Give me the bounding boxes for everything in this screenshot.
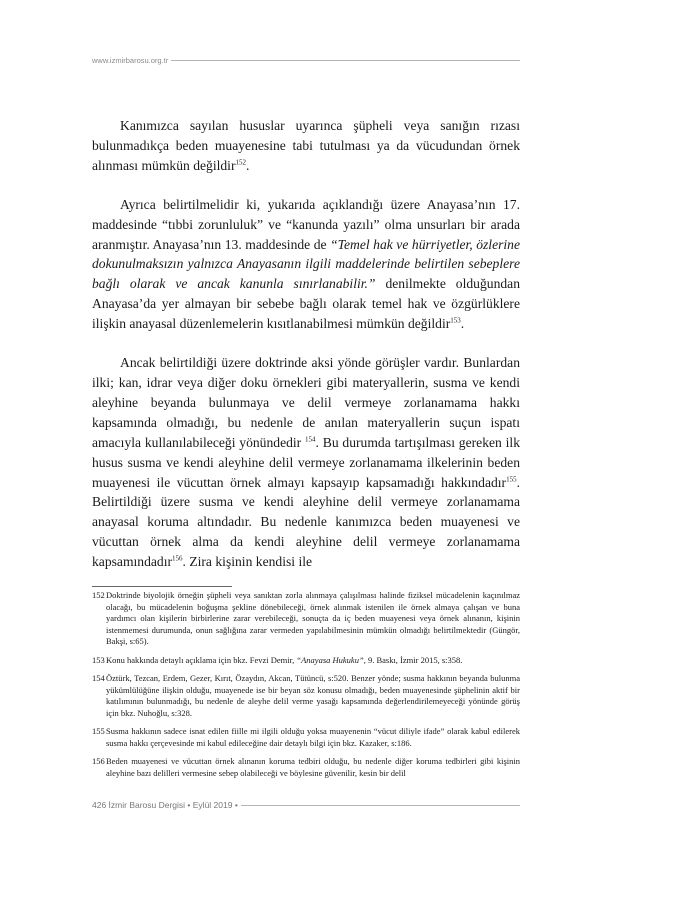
footnote-number: 156: [92, 756, 105, 766]
paragraph-1: Kanımızca sayılan hususlar uyarınca şüpheli veya sanığın rızası bulunmadıkça beden muayenesine tabi tutulması ya da vücudundan örnek alınması mümkün değildir$^{152}$.: [92, 118, 520, 173]
footnote-152: [92, 590, 520, 648]
footnote-number: 152: [92, 590, 105, 600]
footnote-text: Beden muayenesi ve vücuttan örnek alınanın koruma tedbiri olduğu, bu nedenle diğer koruma tedbirleri gibi kişinin aleyhine bazı delilleri vermesine sebep olabileceği ve böylesine güvenilir, kesin bir delil: [106, 756, 520, 778]
paragraph-2: Ayrıca belirtilmelidir ki, yukarıda açıklandığı üzere Anayasa’nın 17. maddesinde “tıbbi zorunluluk” ve “kanunda yazılı” olma unsurları bir arada aranmıştır. Anayasa’nın 13. maddesinde de “Temel hak ve hürriyetler, özlerine dokunulmaksızın yalnızca Anayasanın ilgili maddelerinde belirtilen sebeplere bağlı olarak ve ancak kanunla sınırlanabilir.” denilmekte olduğundan Anayasa’da yer almayan bir sebebe bağlı olarak temel hak ve özgürlüklere ilişkin anayasal düzenlemelerin kısıtlanabilmesi mümkün değildir$^{153}$.: [92, 196, 521, 332]
footnote-ref-155: 155: [506, 474, 517, 483]
footnote-text: Doktrinde biyolojik örneğin şüpheli veya sanıktan zorla alınmaya çalışılması halinde fiziksel mücadelenin kaçınılmaz olacağı, bu mücadelenin boğuşma şekline dönebileceği, örnek alınmak istenilen ile örnek almaya çalışan ve buna yardımcı olan kişilerin birbirlerine zarar verebileceği, sonuçta da iç beden muayenesi veya örnek alınanın, kişinin istenmemesi durumunda, onun sağlığına zarar vermeden yapılabilmesinin mümkün olmadığı belirtilmektedir (Güngör, Bakşi, s:65).: [106, 590, 520, 646]
footnotes: [92, 590, 520, 786]
footnote-number: 155: [92, 726, 105, 736]
footnote-separator: [92, 586, 232, 587]
footnote-text: Öztürk, Tezcan, Erdem, Gezer, Kırıt, Özaydın, Akcan, Tütüncü, s:520. Benzer yönde; susma hakkının beyanda bulunma yükümlülüğüne ilişkin olduğu, muayenede ise bir beyan söz konusu olmadığı, beden muayenesinde şüphelinin aktif bir katılımının bulunmadığı, bu nedenle de aleyhe delil verme yasağı kapsamında değerlendirilemeyeceği yönünde görüş için bkz. Nuhoğlu, s:328.: [106, 673, 520, 718]
footer-rule: [241, 805, 520, 806]
footnote-154: [92, 673, 520, 719]
running-header: [92, 54, 520, 66]
header-rule: [171, 60, 520, 61]
footnote-ref-153: 153: [450, 316, 461, 325]
footnote-number: 153: [92, 654, 105, 665]
footnote-ref-154: 154: [305, 435, 316, 444]
footnote-ref-152: 152: [235, 158, 246, 167]
footnote-text: Susma hakkının sadece isnat edilen fiille mi ilgili olduğu yoksa muayenenin “vücut diliyle ifade” olarak kabul edilerek susma hakkı çerçevesinde mi kabul edileceğine dair detaylı bilgi için bkz. Kazaker, s:186.: [106, 726, 520, 748]
footnote-number: 154: [92, 673, 105, 683]
footnote-text: Konu hakkında detaylı açıklama için bkz. Fevzi Demir, “Anayasa Hukuku”, 9. Baskı, İzmir 2015, s:358.: [106, 654, 463, 665]
footnote-156: [92, 756, 520, 779]
constitution-quote: “Temel hak ve hürriyetler, özlerine dokunulmaksızın yalnızca Anayasanın ilgili maddelerinde belirtilen sebeplere bağlı olarak ve ancak kanunla sınırlanabilir.”: [92, 236, 521, 292]
book-title: “Anayasa Hukuku”: [296, 654, 364, 665]
footnote-153: [92, 655, 520, 667]
main-text: [92, 116, 520, 591]
footer-page-info: 426 İzmir Barosu Dergisi • Eylül 2019 •: [92, 800, 238, 810]
running-footer: [92, 799, 520, 811]
paragraph-3: Ancak belirtildiği üzere doktrinde aksi yönde görüşler vardır. Bunlardan ilki; kan, idrar veya diğer doku örnekleri gibi materyallerin, susma ve kendi aleyhine beyanda bulunmaya ve delil vermeye zorlanamama hakkı kapsamında olmadığı, bu nedenle de anılan materyallerin suçun ispatı amacıyla kullanılabileceği yönündedir $^{154}$. Bu durumda tartışılması gereken ilk husus susma ve kendi aleyhine delil vermeye zorlanamama ilkelerinin beden muayenesi ile vücuttan örnek almayı kapsayıp kapsamadığı hakkındadır$^{155}$. Belirtildiği üzere susma ve kendi aleyhine delil vermeye zorlanamama anayasal koruma altındadır. Bu nedenle kanımızca beden muayenesi ve vücuttan örnek alma da kendi aleyhine delil vermeye zorlanamama kapsamındadır$^{156}$. Zira kişinin kendisi ile: [92, 355, 520, 570]
footnote-ref-156: 156: [172, 554, 183, 563]
footnote-155: [92, 726, 520, 749]
header-website: www.izmirbarosu.org.tr: [92, 55, 169, 65]
